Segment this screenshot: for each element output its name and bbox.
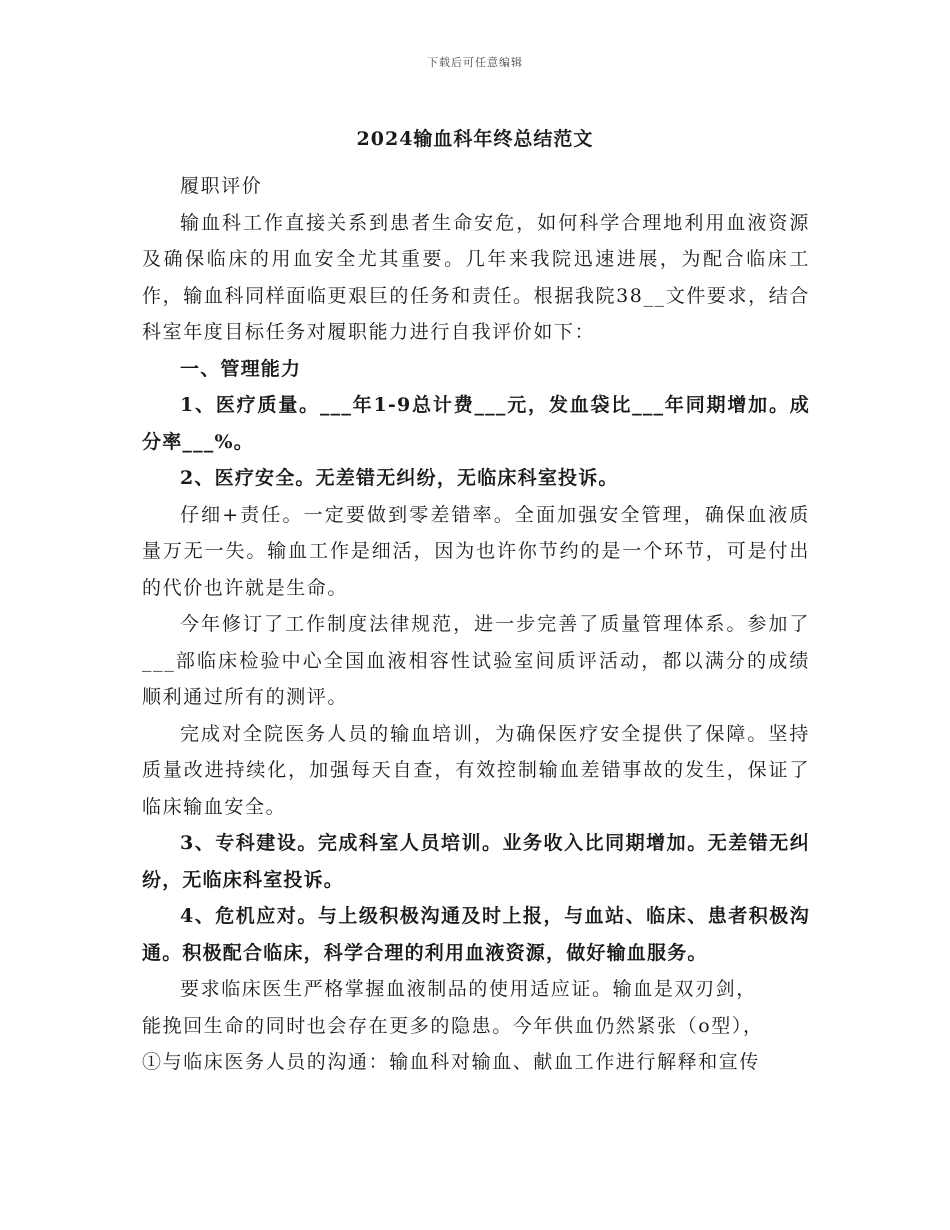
paragraph-requirement: 要求临床医生严格掌握血液制品的使用适应证。输血是双刃剑， — [180, 978, 757, 1000]
document-body — [142, 168, 810, 1081]
item-medical-safety: 2、医疗安全。无差错无纠纷，无临床科室投诉。 — [180, 467, 619, 489]
document-title: 2024输血科年终总结范文 — [356, 128, 594, 150]
paragraph-life-risk: 能挽回生命的同时也会存在更多的隐患。今年供血仍然紧张（o型）， — [142, 1014, 764, 1037]
paragraph-training: 完成对全院医务人员的输血培训，为确保医疗安全提供了保障。坚持质量改进持续化，加强每天自查，有效控制输血差错事故的发生，保证了临床输血安全。 — [142, 722, 810, 818]
paragraph-communication: ①与临床医务人员的沟通：输血科对输血、献血工作进行解释和宣传 — [142, 1051, 761, 1073]
item-medical-quality: 1、医疗质量。___年1-9总计费___元，发血袋比___年同期增加。成分率___%。 — [142, 394, 810, 453]
heading-management: 一、管理能力 — [180, 357, 302, 380]
paragraph-revision: 今年修订了工作制度法律规范，进一步完善了质量管理体系。参加了___部临床检验中心全国血液相容性试验室间质评活动，都以满分的成绩顺利通过所有的测评。 — [142, 613, 810, 708]
item-specialty-construction: 3、专科建设。完成科室人员培训。业务收入比同期增加。无差错无纠纷，无临床科室投诉。 — [142, 832, 810, 891]
section-heading-duty: 履职评价 — [180, 175, 263, 197]
page-header-note: 下载后可任意编辑 — [427, 56, 523, 69]
paragraph-intro: 输血科工作直接关系到患者生命安危，如何科学合理地利用血液资源及确保临床的用血安全尤其重要。几年来我院迅速进展，为配合临床工作，输血科同样面临更艰巨的任务和责任。根据我院38__文件要求，结合科室年度目标任务对履职能力进行自我评价如下： — [142, 211, 810, 343]
paragraph-careful-responsibility: 仔细+责任。一定要做到零差错率。全面加强安全管理，确保血液质量万无一失。输血工作是细活，因为也许你节约的是一个环节，可是付出的代价也许就是生命。 — [142, 503, 810, 599]
item-crisis-response: 4、危机应对。与上级积极沟通及时上报，与血站、临床、患者积极沟通。积极配合临床，科学合理的利用血液资源，做好输血服务。 — [142, 905, 810, 964]
